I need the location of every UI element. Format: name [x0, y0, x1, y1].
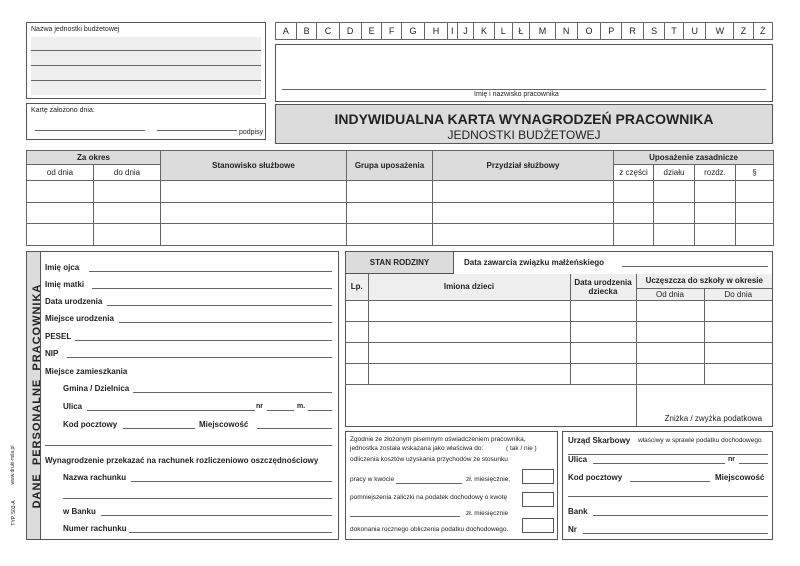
office-nr-label: nr: [728, 456, 735, 463]
title-line1: INDYWIDUALNA KARTA WYNAGRODZEŃ PRACOWNIKA: [334, 111, 714, 127]
alphabet-letter[interactable]: J: [457, 23, 473, 40]
alphabet-letter[interactable]: B: [296, 23, 317, 40]
site-label: www.druki-mila.pl: [10, 445, 16, 485]
unit-name-label: Nazwa jednostki budżetowej: [31, 26, 120, 33]
office-bank-label: Bank: [568, 507, 588, 516]
office-nr-field[interactable]: [739, 463, 768, 464]
data-urodzenia-dziecka-header: Data urodzenia dziecka: [570, 274, 636, 300]
w-banku-label: w Banku: [63, 507, 96, 516]
alphabet-letter[interactable]: U: [684, 23, 706, 40]
alphabet-letter[interactable]: I: [447, 23, 457, 40]
table-row[interactable]: [346, 342, 772, 363]
office-miejscowosc-label: Miejscowość: [715, 473, 765, 482]
office-bank-field[interactable]: [593, 515, 768, 516]
table-row[interactable]: [346, 363, 772, 384]
alphabet-letter[interactable]: O: [577, 23, 601, 40]
do-dnia-child-header: Do dnia: [704, 288, 772, 300]
paragraf-header: §: [736, 165, 774, 181]
alphabet-letter[interactable]: T: [664, 23, 683, 40]
employee-name-label: Imię i nazwisko pracownika: [474, 91, 559, 98]
miejsce-urodzenia-label: Miejsce urodzenia: [45, 314, 114, 323]
numer-rachunku-label: Numer rachunku: [63, 524, 127, 533]
grupa-header: Grupa uposażenia: [347, 151, 433, 181]
salary-table: [26, 150, 773, 246]
table-row[interactable]: [27, 181, 774, 203]
tax-line1: Zgodnie ze złożonym pisemnym oświadczeniem pracownika,: [350, 436, 526, 443]
gmina-label: Gmina / Dzielnica: [63, 384, 130, 393]
office-kod-field[interactable]: [630, 481, 710, 482]
address-extra-field[interactable]: [45, 445, 332, 446]
alphabet-letter[interactable]: P: [601, 23, 622, 40]
numer-rachunku-field[interactable]: [129, 532, 332, 533]
uposazenie-header: Uposażenie zasadnicze: [614, 151, 774, 165]
rozdz-header: rozdz.: [695, 165, 736, 181]
personal-side-label: DANE PERSONALNE PRACOWNIKA: [31, 283, 43, 509]
family-box: [345, 251, 773, 427]
znizka-cell[interactable]: [636, 384, 772, 426]
table-row[interactable]: [27, 202, 774, 224]
alphabet-letter[interactable]: S: [644, 23, 665, 40]
roczne-box[interactable]: [522, 518, 554, 533]
alphabet-letter[interactable]: M: [530, 23, 555, 40]
tax-line6: dokonania rocznego obliczenia podatku dochodowego.: [350, 526, 509, 533]
przydzial-header: Przydział służbowy: [433, 151, 614, 181]
office-kod-label: Kod pocztowy: [568, 473, 623, 482]
employee-name-box[interactable]: [275, 44, 773, 102]
gmina-field[interactable]: [133, 392, 332, 393]
imie-ojca-field[interactable]: [89, 271, 332, 272]
data-urodzenia-field[interactable]: [107, 305, 332, 306]
nip-field[interactable]: [67, 357, 332, 358]
uczeszcza-header: Uczęszcza do szkoły w okresie: [636, 274, 772, 288]
tax-line3: odliczenia kosztów uzyskania przychodów ze stosunku: [350, 456, 508, 463]
data-zawarcia-label: Data zawarcia związku małżeńskiego: [464, 258, 605, 267]
table-row[interactable]: [346, 321, 772, 342]
office-ulica-label: Ulica: [568, 455, 588, 464]
pesel-label: PESEL: [45, 332, 72, 341]
tax-line5: pomniejszenia zaliczki na podatek dochodowy o kwotę: [350, 494, 508, 501]
z-czesci-header: z części: [614, 165, 654, 181]
imie-matki-label: Imię matki: [45, 280, 85, 289]
ulica-label: Ulica: [63, 402, 83, 411]
urzad-desc: właściwy w sprawie podatku dochodowego: [638, 437, 762, 444]
alphabet-letter[interactable]: R: [622, 23, 644, 40]
table-row[interactable]: [27, 224, 774, 246]
kwota-field[interactable]: [396, 483, 462, 484]
title-line2: JEDNOSTKI BUDŻETOWEJ: [447, 128, 601, 142]
tax-line2: jednostka została wskazana jako właściwa do:: [350, 445, 484, 452]
alphabet-letter[interactable]: L: [494, 23, 512, 40]
alphabet-letter[interactable]: D: [339, 23, 361, 40]
alphabet-letter[interactable]: W: [706, 23, 734, 40]
kod-pocztowy-label: Kod pocztowy: [63, 420, 118, 429]
alphabet-letter[interactable]: F: [382, 23, 401, 40]
miejsce-urodzenia-field[interactable]: [119, 322, 332, 323]
od-dnia-child-header: Od dnia: [636, 288, 704, 300]
alphabet-letter[interactable]: Ł: [512, 23, 530, 40]
nr-field[interactable]: [267, 410, 294, 411]
side-code: TYP. 503-A: [11, 500, 17, 526]
nazwa-rachunku-field[interactable]: [131, 481, 332, 482]
card-founded-box[interactable]: [26, 103, 266, 140]
urzad-label: Urząd Skarbowy: [568, 436, 631, 445]
kod-pocztowy-field[interactable]: [123, 428, 195, 429]
family-notes[interactable]: [346, 384, 636, 426]
miejscowosc-label: Miejscowość: [199, 420, 249, 429]
signature-label: podpisy: [239, 129, 264, 136]
personal-data-box: [26, 251, 339, 540]
card-founded-label: Kartę założono dnia:: [31, 107, 95, 114]
pomniejszenie-box[interactable]: [522, 492, 554, 507]
od-dnia-header: od dnia: [27, 165, 94, 181]
imie-ojca-label: Imię ojca: [45, 263, 80, 272]
m-field[interactable]: [308, 410, 332, 411]
data-urodzenia-label: Data urodzenia: [45, 297, 103, 306]
zl-miesiecznie: zł. miesięcznie,: [466, 476, 511, 483]
za-okres-header: Za okres: [27, 151, 161, 165]
nazwa-rachunku-label: Nazwa rachunku: [63, 473, 127, 482]
urzad-field[interactable]: [568, 454, 768, 455]
m-label: m.: [297, 403, 306, 410]
tax-line4: pracy w kwocie: [350, 476, 395, 483]
imiona-dzieci-header: Imiona dzieci: [368, 274, 570, 300]
alphabet-row: [275, 22, 773, 40]
alphabet-letter[interactable]: E: [361, 23, 382, 40]
tax-box: [345, 431, 558, 540]
alphabet-letter[interactable]: Z: [734, 23, 753, 40]
alphabet-letter[interactable]: N: [555, 23, 577, 40]
unit-name-box[interactable]: [26, 22, 266, 99]
kwota2-field[interactable]: [350, 516, 460, 517]
stan-rodziny-header: STAN RODZINY: [346, 252, 454, 274]
stanowisko-header: Stanowisko służbowe: [161, 151, 347, 181]
table-row[interactable]: [346, 300, 772, 321]
dzialu-header: działu: [654, 165, 695, 181]
wynagrodzenie-label: Wynagrodzenie przekazać na rachunek rozliczeniowo oszczędnościowy: [45, 456, 319, 465]
office-nr-konta-field[interactable]: [583, 533, 768, 534]
zl-miesiecznie2: zł. miesięcznie: [466, 510, 509, 517]
tax-office-box: [562, 431, 773, 540]
odliczenie-box[interactable]: [522, 469, 554, 484]
alphabet-letter[interactable]: K: [474, 23, 495, 40]
lp-header: Lp.: [346, 274, 368, 300]
ulica-field[interactable]: [87, 410, 255, 411]
data-zawarcia-field[interactable]: [622, 266, 768, 267]
alphabet-letter[interactable]: C: [317, 23, 339, 40]
miejscowosc-field[interactable]: [257, 428, 332, 429]
alphabet-letter[interactable]: A: [276, 23, 297, 40]
alphabet-letter[interactable]: H: [425, 23, 447, 40]
nip-label: NIP: [45, 349, 59, 358]
do-dnia-header: do dnia: [94, 165, 161, 181]
w-banku-field[interactable]: [101, 515, 332, 516]
miejsce-zamieszkania-label: Miejsce zamieszkania: [45, 367, 128, 376]
alphabet-letter[interactable]: Ż: [753, 23, 772, 40]
title-box: [275, 104, 773, 144]
znizka-label: Zniżka / zwyżka podatkowa: [664, 414, 763, 423]
imie-matki-field[interactable]: [92, 288, 332, 289]
nr-label: nr: [256, 403, 263, 410]
tak-nie-label: ( tak / nie ): [506, 445, 537, 452]
pesel-field[interactable]: [75, 340, 332, 341]
office-ulica-field[interactable]: [593, 463, 725, 464]
office-nr-konta-label: Nr: [568, 525, 577, 534]
alphabet-letter[interactable]: G: [401, 23, 425, 40]
